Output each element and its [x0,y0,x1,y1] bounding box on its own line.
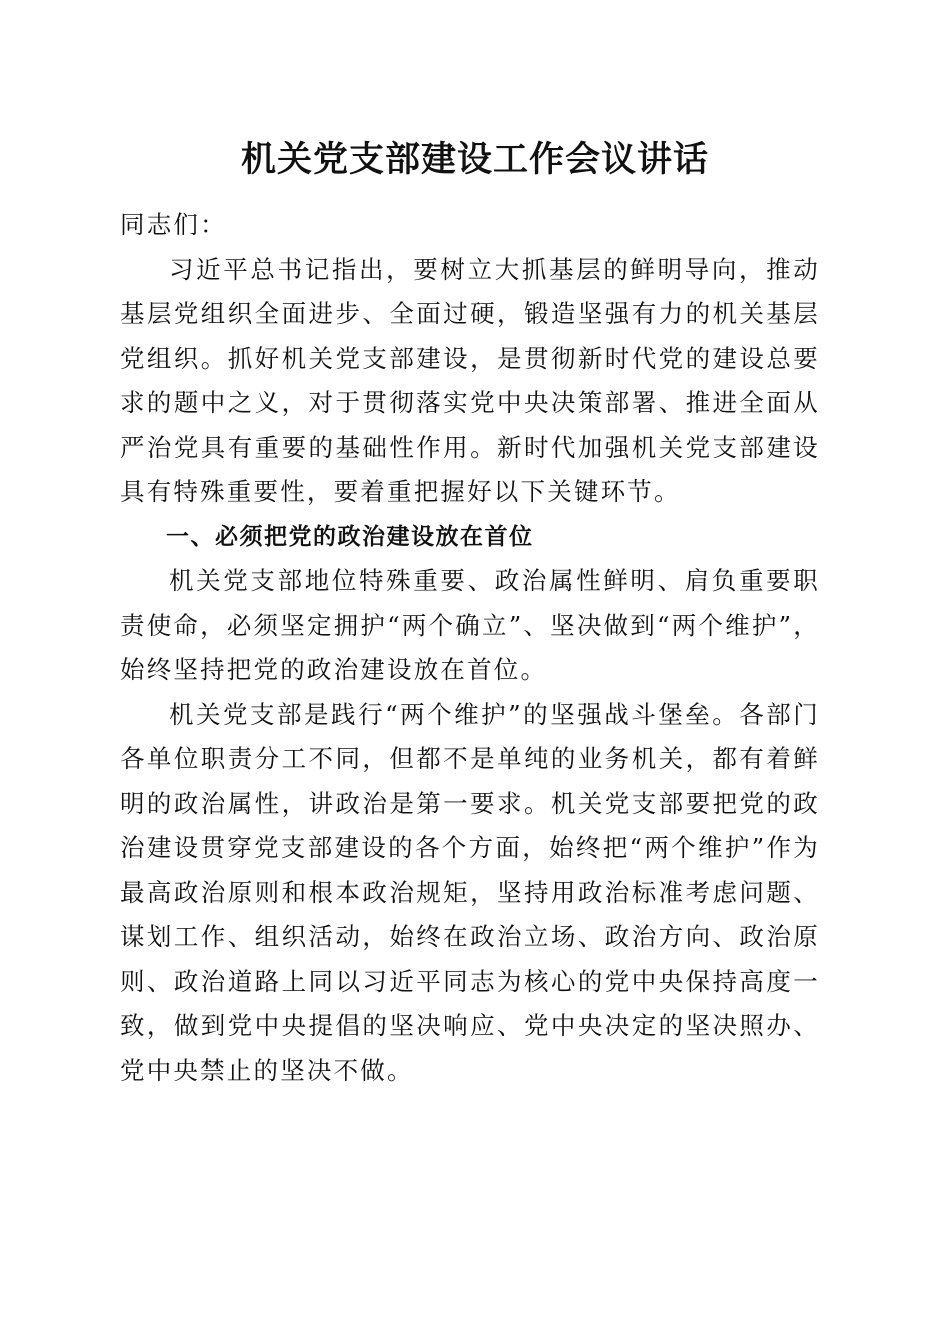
section-heading-1: 一、必须把党的政治建设放在首位 [166,523,534,550]
salutation: 同志们： [120,210,227,239]
paragraph-section1-a: 机关党支部地位特殊重要、政治属性鲜明、肩负重要职责使命，必须坚定拥护“两个确立”、坚决做到“两个维护”，始终坚持把党的政治建设放在首位。 [120,566,820,684]
paragraph-intro: 习近平总书记指出，要树立大抓基层的鲜明导向，推动基层党组织全面进步、全面过硬，锻造坚强有力的机关基层党组织。抓好机关党支部建设，是贯彻新时代党的建设总要求的题中之义，对于贯彻落实党中央决策部署、推进全面从严治党具有重要的基础性作用。新时代加强机关党支部建设具有特殊重要性，要着重把握好以下关键环节。 [120,254,820,506]
document-body [120,203,820,1093]
paragraph-section1-b: 机关党支部是践行“两个维护”的坚强战斗堡垒。各部门各单位职责分工不同，但都不是单纯的业务机关，都有着鲜明的政治属性，讲政治是第一要求。机关党支部要把党的政治建设贯穿党支部建设的各个方面，始终把“两个维护”作为最高政治原则和根本政治规矩，坚持用政治标准考虑问题、谋划工作、组织活动，始终在政治立场、政治方向、政治原则、政治道路上同以习近平同志为核心的党中央保持高度一致，做到党中央提倡的坚决响应、党中央决定的坚决照办、党中央禁止的坚决不做。 [120,699,820,1085]
page-title: 机关党支部建设工作会议讲话 [240,139,709,180]
